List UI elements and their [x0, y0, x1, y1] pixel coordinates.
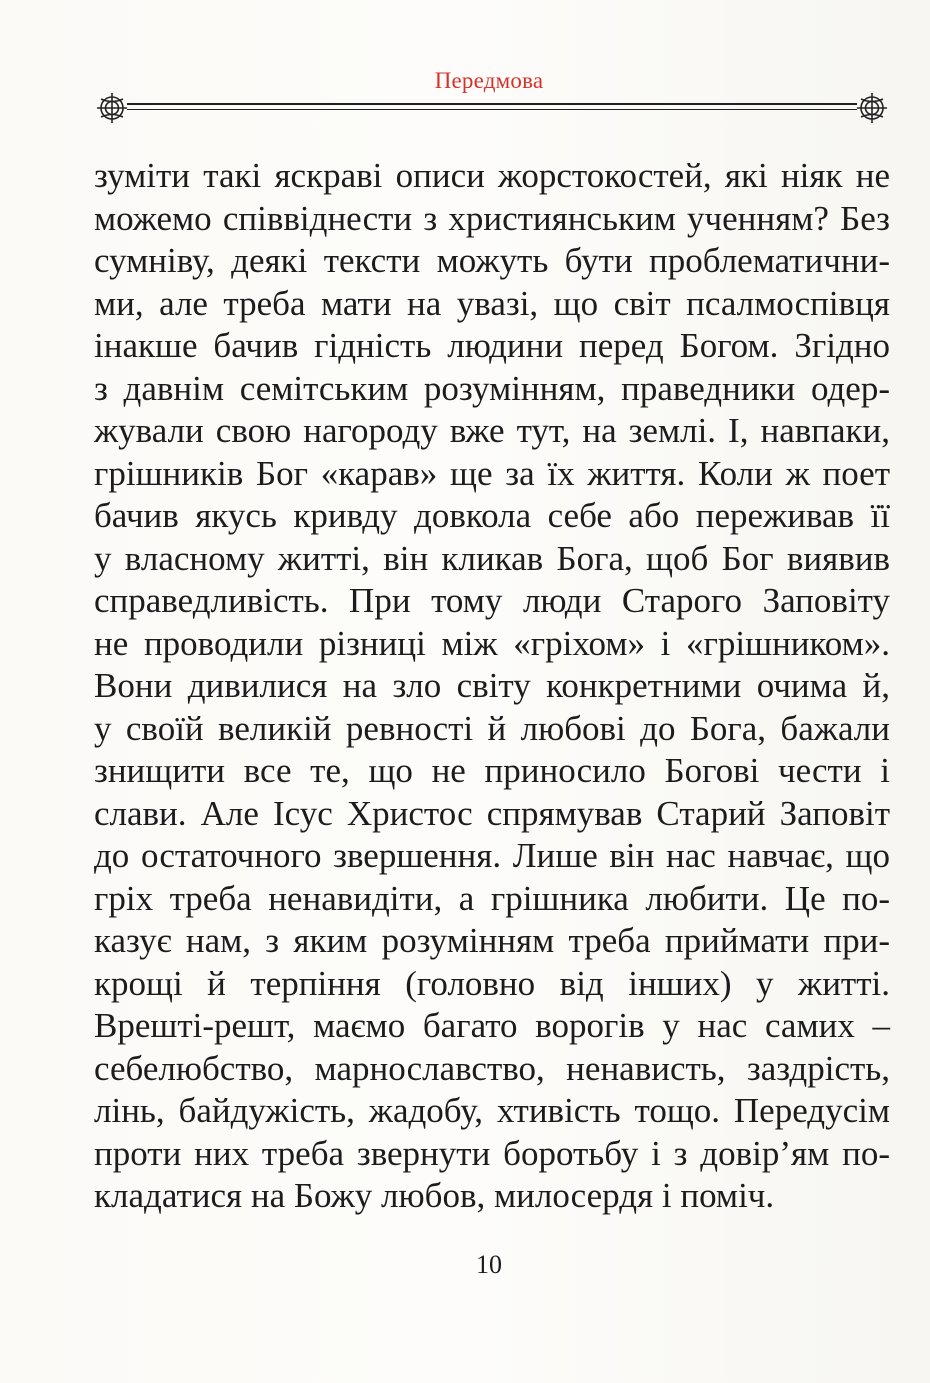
text-line: себелюбство, марнославство, ненависть, заздрість,: [94, 1048, 890, 1088]
ornamental-header-rule: [94, 90, 890, 126]
text-line: проти них треба звернути боротьбу і з довір’ям по-: [94, 1133, 890, 1173]
text-line: грішників Бог «карав» ще за їх життя. Коли ж поет: [94, 453, 890, 493]
text-line: знищити все те, що не приносило Богові чести і: [94, 751, 890, 790]
text-line: жували свою нагороду вже тут, на землі. І, навпаки,: [94, 411, 890, 450]
text-line: інакше бачив гідність людини перед Богом. Згідно: [94, 326, 890, 365]
text-line: бачив якусь кривду довкола себе або переживав її: [94, 496, 890, 535]
text-line: зуміти такі яскраві описи жорстокостей, які ніяк не: [94, 156, 890, 195]
text-line: з давнім семітським розумінням, праведники одер-: [94, 368, 890, 408]
page-number: 10: [476, 1250, 502, 1279]
text-line: сумніву, деякі тексти можуть бути проблематични-: [94, 241, 890, 280]
text-line: гріх треба ненавидіти, а грішника любити. Це по-: [94, 878, 890, 918]
text-line: не проводили різниці між «гріхом» і «грішником».: [94, 623, 890, 663]
running-header-title: Передмова: [434, 68, 544, 93]
text-line: до остаточного звершення. Лише він нас навчає, що: [94, 836, 890, 875]
text-line: казує нам, з яким розумінням треба приймати при-: [94, 921, 890, 960]
text-line: Вони дивилися на зло світу конкретними очима й,: [94, 666, 890, 705]
left-ornament-icon: [97, 93, 127, 123]
text-line: Врешті-решт, маємо багато ворогів у нас самих –: [94, 1006, 890, 1045]
text-line: ми, але треба мати на увазі, що світ псалмоспівця: [94, 283, 890, 323]
text-line-last: кладатися на Божу любов, милосердя і поміч.: [94, 1176, 775, 1215]
text-line: слави. Але Ісус Христос спрямував Старий Заповіт: [94, 793, 890, 833]
text-line: справедливість. При тому люди Старого Заповіту: [94, 581, 890, 620]
text-line: крощі й терпіння (головно від інших) у житті.: [94, 963, 890, 1003]
body-paragraph: [94, 155, 890, 1218]
text-line: у власному житті, він кликав Бога, щоб Бог виявив: [94, 538, 890, 578]
text-line: можемо співвіднести з християнським ученням? Без: [94, 198, 890, 238]
text-line: лінь, байдужість, жадобу, хтивість тощо. Передусім: [94, 1091, 890, 1130]
text-line: у своїй великій ревності й любові до Бога, бажали: [94, 708, 890, 748]
right-ornament-icon: [857, 93, 887, 123]
